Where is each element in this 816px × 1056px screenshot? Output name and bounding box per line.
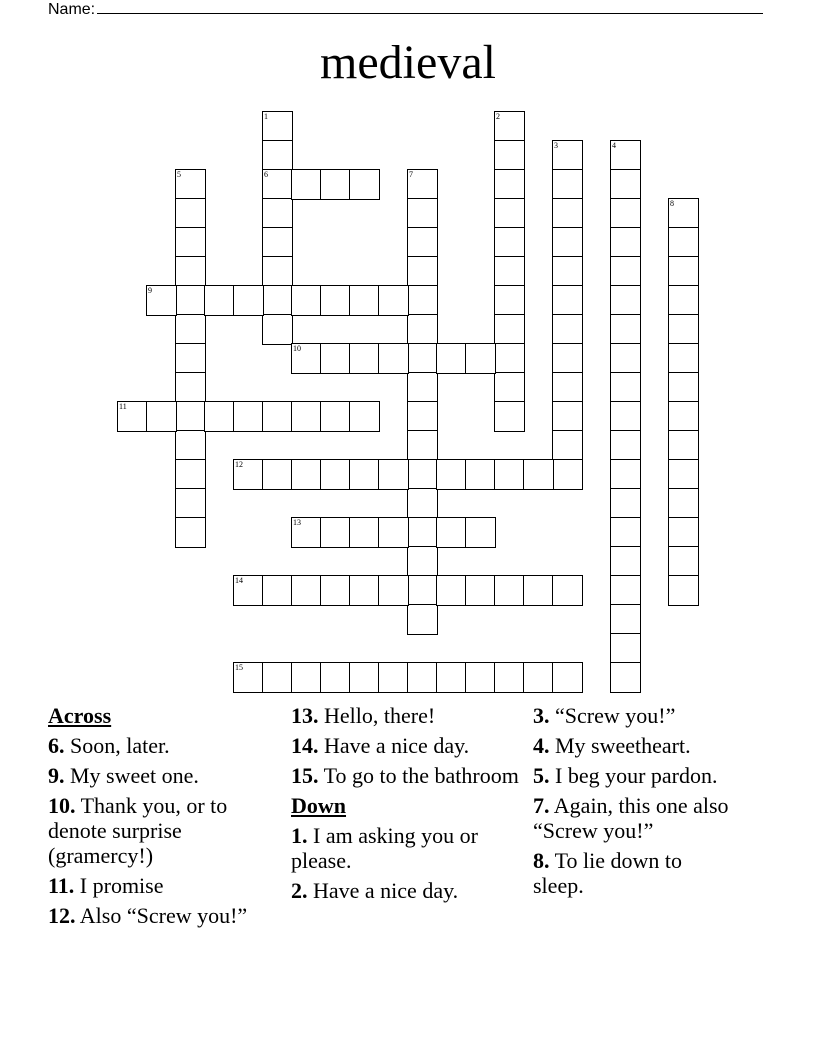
grid-cell[interactable] — [175, 169, 206, 200]
grid-cell[interactable] — [175, 488, 206, 519]
grid-cell[interactable] — [436, 343, 467, 374]
grid-cell[interactable] — [407, 314, 438, 345]
grid-cell[interactable] — [262, 401, 293, 432]
cell-number: 7 — [409, 170, 413, 179]
cell-number: 11 — [119, 402, 127, 411]
grid-cell[interactable] — [320, 285, 351, 316]
clue-number: 1. — [291, 823, 308, 848]
clue-number: 14. — [291, 733, 319, 758]
grid-cell[interactable] — [610, 488, 641, 519]
grid-cell[interactable] — [175, 459, 206, 490]
clue-across-14 — [291, 733, 521, 758]
grid-cell[interactable] — [552, 372, 583, 403]
grid-cell[interactable] — [668, 430, 699, 461]
clue-across-12 — [48, 903, 278, 928]
grid-cell[interactable] — [610, 604, 641, 635]
grid-cell[interactable] — [523, 459, 554, 490]
grid-cell[interactable] — [233, 459, 264, 490]
clue-text: Also “Screw you!” — [79, 903, 248, 928]
grid-cell[interactable] — [378, 459, 409, 490]
clue-number: 3. — [533, 703, 550, 728]
grid-cell[interactable] — [349, 285, 380, 316]
grid-cell[interactable] — [436, 517, 467, 548]
grid-cell[interactable] — [610, 430, 641, 461]
grid-cell[interactable] — [436, 575, 467, 606]
clue-text: I promise — [79, 873, 164, 898]
clue-text: “Screw you!” — [555, 703, 676, 728]
grid-cell[interactable] — [610, 314, 641, 345]
clue-across-15 — [291, 763, 521, 788]
grid-cell[interactable] — [610, 227, 641, 258]
grid-cell[interactable] — [233, 401, 264, 432]
cell-number: 6 — [264, 170, 268, 179]
grid-cell[interactable] — [610, 140, 641, 171]
grid-cell[interactable] — [465, 575, 496, 606]
grid-cell[interactable] — [552, 227, 583, 258]
grid-cell[interactable] — [494, 662, 525, 693]
grid-cell[interactable] — [175, 401, 206, 432]
grid-cell[interactable] — [494, 198, 525, 229]
grid-cell[interactable] — [175, 285, 206, 316]
grid-cell[interactable] — [407, 459, 438, 490]
clue-number: 4. — [533, 733, 550, 758]
grid-cell[interactable] — [233, 285, 264, 316]
grid-cell[interactable] — [668, 198, 699, 229]
clue-text: Soon, later. — [70, 733, 170, 758]
grid-cell[interactable] — [378, 662, 409, 693]
grid-cell[interactable] — [668, 227, 699, 258]
clue-down-2 — [291, 878, 521, 903]
clue-text: I am asking you or please. — [291, 823, 478, 873]
clue-number: 7. — [533, 793, 550, 818]
grid-cell[interactable] — [494, 169, 525, 200]
grid-cell[interactable] — [552, 169, 583, 200]
grid-cell[interactable] — [552, 459, 583, 490]
grid-cell[interactable] — [407, 546, 438, 577]
clue-across-11 — [48, 873, 278, 898]
clue-across-13 — [291, 703, 521, 728]
grid-cell[interactable] — [610, 256, 641, 287]
grid-cell[interactable] — [552, 140, 583, 171]
grid-cell[interactable] — [494, 401, 525, 432]
grid-cell[interactable] — [320, 459, 351, 490]
grid-cell[interactable] — [291, 459, 322, 490]
grid-cell[interactable] — [610, 662, 641, 693]
clue-number: 13. — [291, 703, 319, 728]
name-label: Name: — [48, 1, 96, 18]
grid-cell[interactable] — [668, 285, 699, 316]
grid-cell[interactable] — [175, 227, 206, 258]
grid-cell[interactable] — [175, 343, 206, 374]
grid-cell[interactable] — [465, 459, 496, 490]
clue-number: 5. — [533, 763, 550, 788]
clue-number: 9. — [48, 763, 65, 788]
grid-cell[interactable] — [349, 401, 380, 432]
grid-cell[interactable] — [117, 401, 148, 432]
grid-cell[interactable] — [291, 575, 322, 606]
grid-cell[interactable] — [349, 343, 380, 374]
grid-cell[interactable] — [407, 430, 438, 461]
clue-down-4 — [533, 733, 733, 758]
grid-cell[interactable] — [175, 198, 206, 229]
grid-cell[interactable] — [262, 256, 293, 287]
grid-cell[interactable] — [552, 401, 583, 432]
grid-cell[interactable] — [320, 169, 351, 200]
grid-cell[interactable] — [262, 169, 293, 200]
grid-cell[interactable] — [494, 285, 525, 316]
grid-cell[interactable] — [291, 662, 322, 693]
grid-cell[interactable] — [175, 256, 206, 287]
clue-text: My sweet one. — [70, 763, 199, 788]
grid-cell[interactable] — [320, 343, 351, 374]
grid-cell[interactable] — [320, 662, 351, 693]
grid-cell[interactable] — [552, 314, 583, 345]
cell-number: 2 — [496, 112, 500, 121]
clue-text: Hello, there! — [324, 703, 436, 728]
grid-cell[interactable] — [668, 459, 699, 490]
grid-cell[interactable] — [262, 227, 293, 258]
clue-column-1 — [48, 703, 278, 933]
grid-cell[interactable] — [349, 575, 380, 606]
grid-cell[interactable] — [494, 575, 525, 606]
grid-cell[interactable] — [465, 343, 496, 374]
grid-cell[interactable] — [494, 111, 525, 142]
grid-cell[interactable] — [204, 285, 235, 316]
grid-cell[interactable] — [552, 285, 583, 316]
grid-cell[interactable] — [262, 314, 293, 345]
grid-cell[interactable] — [175, 517, 206, 548]
grid-cell[interactable] — [407, 488, 438, 519]
clue-down-1 — [291, 823, 521, 873]
grid-cell[interactable] — [349, 169, 380, 200]
clue-text: Thank you, or to denote surprise (gramercy!) — [48, 793, 228, 868]
cell-number: 4 — [612, 141, 616, 150]
grid-cell[interactable] — [378, 517, 409, 548]
grid-cell[interactable] — [552, 575, 583, 606]
grid-cell[interactable] — [610, 517, 641, 548]
clue-number: 15. — [291, 763, 319, 788]
grid-cell[interactable] — [465, 662, 496, 693]
cell-number: 14 — [235, 576, 243, 585]
grid-cell[interactable] — [552, 662, 583, 693]
grid-cell[interactable] — [494, 140, 525, 171]
grid-cell[interactable] — [668, 256, 699, 287]
cell-number: 10 — [293, 344, 301, 353]
clue-down-8 — [533, 848, 733, 898]
grid-cell[interactable] — [262, 198, 293, 229]
grid-cell[interactable] — [494, 314, 525, 345]
grid-cell[interactable] — [262, 140, 293, 171]
clue-text: Again, this one also “Screw you!” — [533, 793, 729, 843]
grid-cell[interactable] — [407, 604, 438, 635]
cell-number: 13 — [293, 518, 301, 527]
grid-cell[interactable] — [175, 430, 206, 461]
grid-cell[interactable] — [407, 401, 438, 432]
clue-across-6 — [48, 733, 278, 758]
clue-text: Have a nice day. — [313, 878, 459, 903]
clue-number: 2. — [291, 878, 308, 903]
clue-column-3 — [533, 703, 733, 903]
grid-cell[interactable] — [610, 285, 641, 316]
grid-cell[interactable] — [146, 285, 177, 316]
clue-text: To lie down to sleep. — [533, 848, 683, 898]
grid-cell[interactable] — [668, 343, 699, 374]
grid-cell[interactable] — [668, 314, 699, 345]
grid-cell[interactable] — [610, 459, 641, 490]
grid-cell[interactable] — [668, 488, 699, 519]
grid-cell[interactable] — [262, 459, 293, 490]
grid-cell[interactable] — [610, 169, 641, 200]
grid-cell[interactable] — [320, 401, 351, 432]
clue-across-9 — [48, 763, 278, 788]
cell-number: 5 — [177, 170, 181, 179]
grid-cell[interactable] — [494, 372, 525, 403]
grid-cell[interactable] — [668, 401, 699, 432]
cell-number: 12 — [235, 460, 243, 469]
clue-column-2 — [291, 703, 521, 908]
grid-cell[interactable] — [552, 256, 583, 287]
cell-number: 8 — [670, 199, 674, 208]
grid-cell[interactable] — [610, 633, 641, 664]
clue-text: My sweetheart. — [555, 733, 691, 758]
cell-number: 1 — [264, 112, 268, 121]
grid-cell[interactable] — [668, 372, 699, 403]
grid-cell[interactable] — [494, 343, 525, 374]
grid-cell[interactable] — [610, 372, 641, 403]
grid-cell[interactable] — [494, 227, 525, 258]
grid-cell[interactable] — [349, 517, 380, 548]
grid-cell[interactable] — [320, 575, 351, 606]
clue-text: I beg your pardon. — [555, 763, 718, 788]
grid-cell[interactable] — [378, 343, 409, 374]
down-heading: Down — [291, 793, 347, 818]
grid-cell[interactable] — [262, 111, 293, 142]
grid-cell[interactable] — [610, 401, 641, 432]
clue-down-3 — [533, 703, 733, 728]
cell-number: 3 — [554, 141, 558, 150]
grid-cell[interactable] — [668, 575, 699, 606]
grid-cell[interactable] — [610, 343, 641, 374]
grid-cell[interactable] — [407, 517, 438, 548]
grid-cell[interactable] — [378, 285, 409, 316]
clue-number: 8. — [533, 848, 550, 873]
grid-cell[interactable] — [407, 575, 438, 606]
grid-cell[interactable] — [436, 662, 467, 693]
grid-cell[interactable] — [610, 546, 641, 577]
grid-cell[interactable] — [233, 662, 264, 693]
grid-cell[interactable] — [407, 343, 438, 374]
grid-cell[interactable] — [378, 575, 409, 606]
clue-text: To go to the bathroom — [323, 763, 519, 788]
grid-cell[interactable] — [291, 343, 322, 374]
clue-number: 12. — [48, 903, 76, 928]
grid-cell[interactable] — [175, 372, 206, 403]
grid-cell[interactable] — [320, 517, 351, 548]
grid-cell[interactable] — [465, 517, 496, 548]
grid-cell[interactable] — [436, 459, 467, 490]
grid-cell[interactable] — [407, 285, 438, 316]
grid-cell[interactable] — [349, 459, 380, 490]
grid-cell[interactable] — [407, 198, 438, 229]
grid-cell[interactable] — [668, 546, 699, 577]
clue-number: 6. — [48, 733, 65, 758]
grid-cell[interactable] — [494, 256, 525, 287]
grid-cell[interactable] — [262, 662, 293, 693]
grid-cell[interactable] — [262, 285, 293, 316]
grid-cell[interactable] — [523, 575, 554, 606]
grid-cell[interactable] — [552, 343, 583, 374]
grid-cell[interactable] — [552, 198, 583, 229]
clue-number: 11. — [48, 873, 75, 898]
clue-number: 10. — [48, 793, 76, 818]
cell-number: 15 — [235, 663, 243, 672]
grid-cell[interactable] — [552, 430, 583, 461]
grid-cell[interactable] — [494, 459, 525, 490]
grid-cell[interactable] — [407, 169, 438, 200]
grid-cell[interactable] — [291, 401, 322, 432]
grid-cell[interactable] — [407, 227, 438, 258]
grid-cell[interactable] — [291, 169, 322, 200]
grid-cell[interactable] — [204, 401, 235, 432]
puzzle-title: medieval — [320, 36, 496, 89]
cell-number: 9 — [148, 286, 152, 295]
grid-cell[interactable] — [291, 285, 322, 316]
grid-cell[interactable] — [523, 662, 554, 693]
clue-across-10 — [48, 793, 278, 868]
clue-down-7 — [533, 793, 733, 843]
grid-cell[interactable] — [610, 198, 641, 229]
grid-cell[interactable] — [262, 575, 293, 606]
across-heading: Across — [48, 703, 112, 728]
grid-cell[interactable] — [610, 575, 641, 606]
grid-cell[interactable] — [349, 662, 380, 693]
grid-cell[interactable] — [407, 372, 438, 403]
grid-cell[interactable] — [407, 256, 438, 287]
grid-cell[interactable] — [233, 575, 264, 606]
grid-cell[interactable] — [668, 517, 699, 548]
grid-cell[interactable] — [407, 662, 438, 693]
grid-cell[interactable] — [291, 517, 322, 548]
grid-cell[interactable] — [175, 314, 206, 345]
grid-cell[interactable] — [146, 401, 177, 432]
clue-text: Have a nice day. — [324, 733, 470, 758]
clue-down-5 — [533, 763, 733, 788]
